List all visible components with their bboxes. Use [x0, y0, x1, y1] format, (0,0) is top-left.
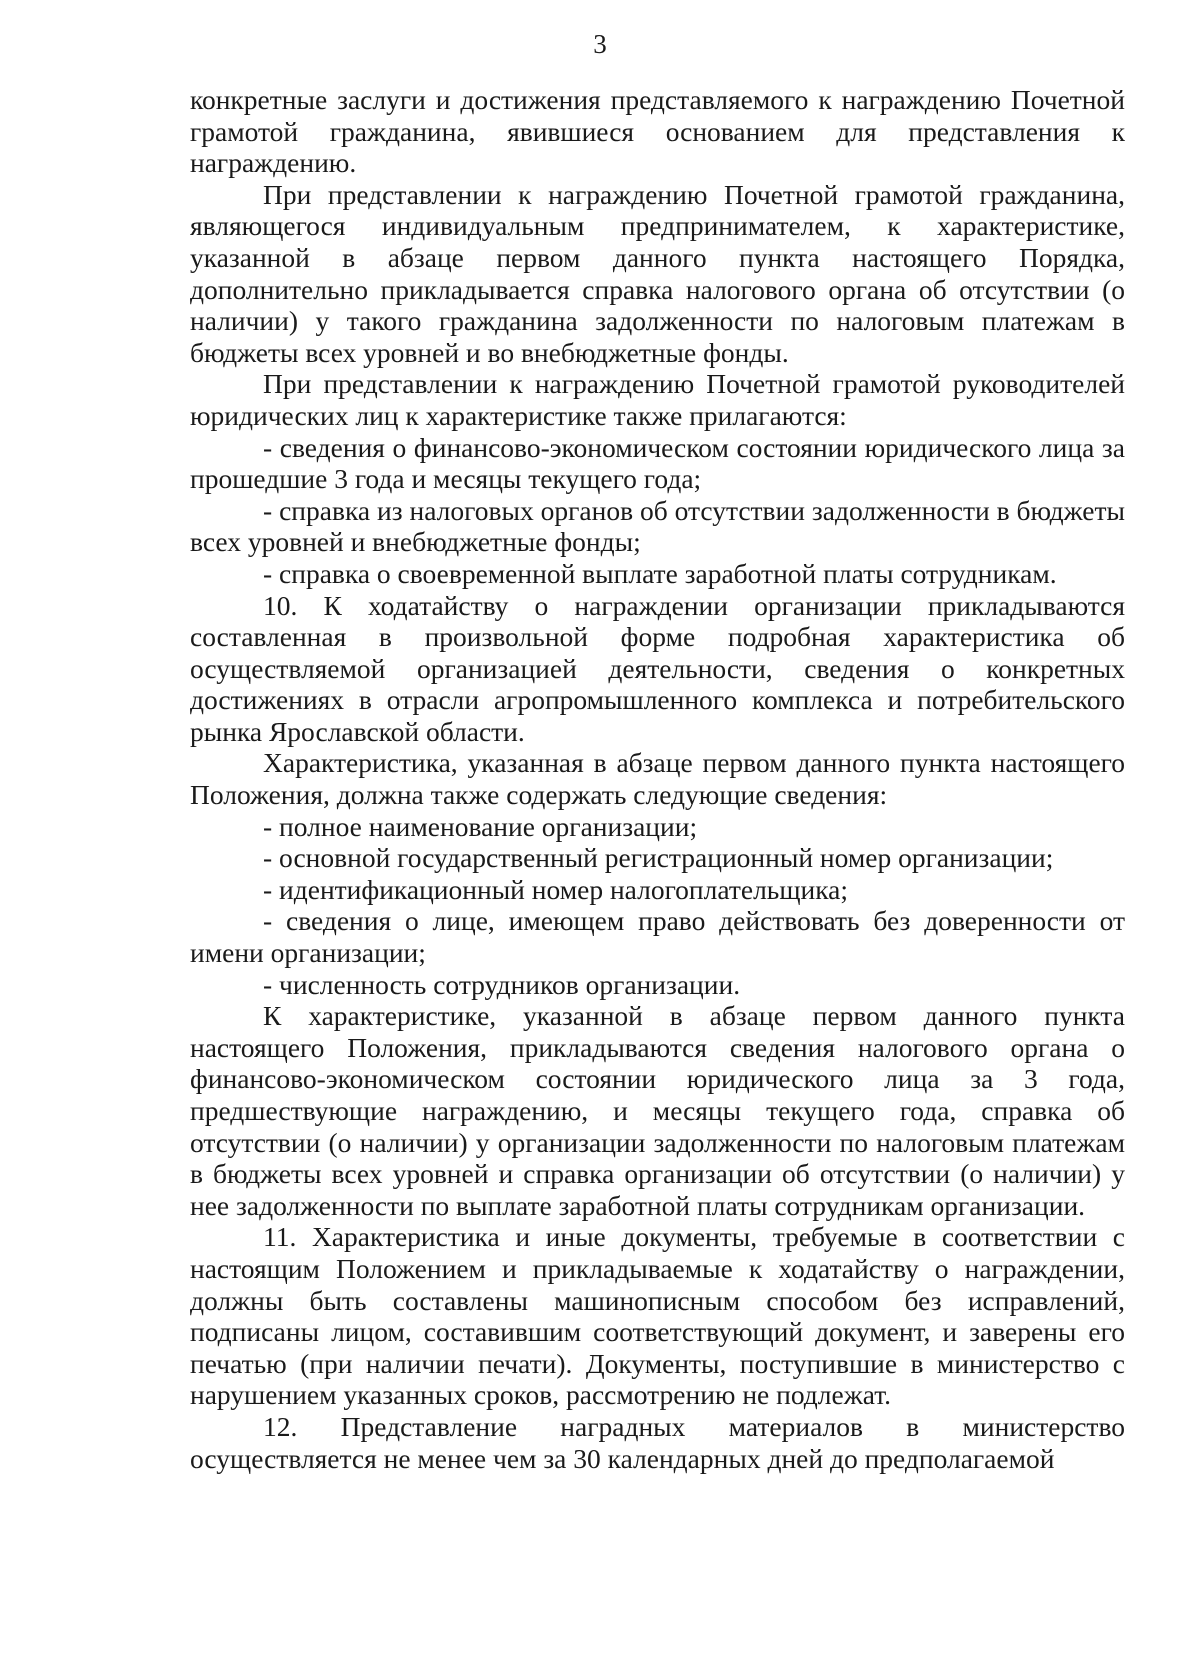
paragraph: - справка о своевременной выплате заработной платы сотрудникам.: [263, 557, 1057, 589]
paragraph: 11. Характеристика и иные документы, требуемые в соответствии с настоящим Положением и прикладываемые к ходатайству о награждении, должны быть составлены машинописным способом без исправлений, подписаны лицом, составившим соответствующий документ, и заверены его печатью (при наличии печати). Документы, поступившие в министерство с нарушением указанных сроков, рассмотрению не подлежат.: [190, 1221, 1125, 1411]
paragraph: - основной государственный регистрационный номер организации;: [263, 842, 1054, 874]
paragraph: конкретные заслуги и достижения представляемого к награждению Почетной грамотой гражданина, явившиеся основанием для представления к награждению.: [190, 84, 1125, 179]
paragraph: 12. Представление наградных материалов в министерство осуществляется не менее чем за 30 календарных дней до предполагаемой: [190, 1410, 1125, 1474]
paragraph: При представлении к награждению Почетной грамотой гражданина, являющегося индивидуальным предпринимателем, к характеристике, указанной в абзаце первом данного пункта настоящего Порядка, дополнительно прикладывается справка налогового органа об отсутствии (о наличии) у такого гражданина задолженности по налоговым платежам в бюджеты всех уровней и во внебюджетные фонды.: [190, 178, 1125, 368]
page-number: 3: [593, 29, 607, 59]
paragraph: - полное наименование организации;: [263, 810, 698, 842]
paragraph: При представлении к награждению Почетной грамотой руководителей юридических лиц к характеристике также прилагаются:: [190, 368, 1125, 431]
paragraph: 10. К ходатайству о награждении организации прикладываются составленная в произвольной форме подробная характеристика об осуществляемой организацией деятельности, сведения о конкретных достижениях в отрасли агропромышленного комплекса и потребительского рынка Ярославской области.: [190, 589, 1125, 747]
paragraph: - сведения о финансово-экономическом состоянии юридического лица за прошедшие 3 года и месяцы текущего года;: [190, 431, 1125, 495]
paragraph: - справка из налоговых органов об отсутствии задолженности в бюджеты всех уровней и внебюджетные фонды;: [190, 494, 1125, 558]
paragraph: - численность сотрудников организации.: [263, 968, 741, 1000]
paragraph: Характеристика, указанная в абзаце первом данного пункта настоящего Положения, должна также содержать следующие сведения:: [190, 747, 1125, 811]
paragraph: - сведения о лице, имеющем право действовать без доверенности от имени организации;: [190, 905, 1125, 969]
paragraph: - идентификационный номер налогоплательщика;: [263, 873, 849, 905]
document-body: [190, 84, 1125, 1474]
paragraph: К характеристике, указанной в абзаце первом данного пункта настоящего Положения, прикладываются сведения налогового органа о финансово-экономическом состоянии юридического лица за 3 года, предшествующие награждению, и месяцы текущего года, справка об отсутствии (о наличии) у организации задолженности по налоговым платежам в бюджеты всех уровней и справка организации об отсутствии (о наличии) у нее задолженности по выплате заработной платы сотрудникам организации.: [190, 1000, 1125, 1221]
